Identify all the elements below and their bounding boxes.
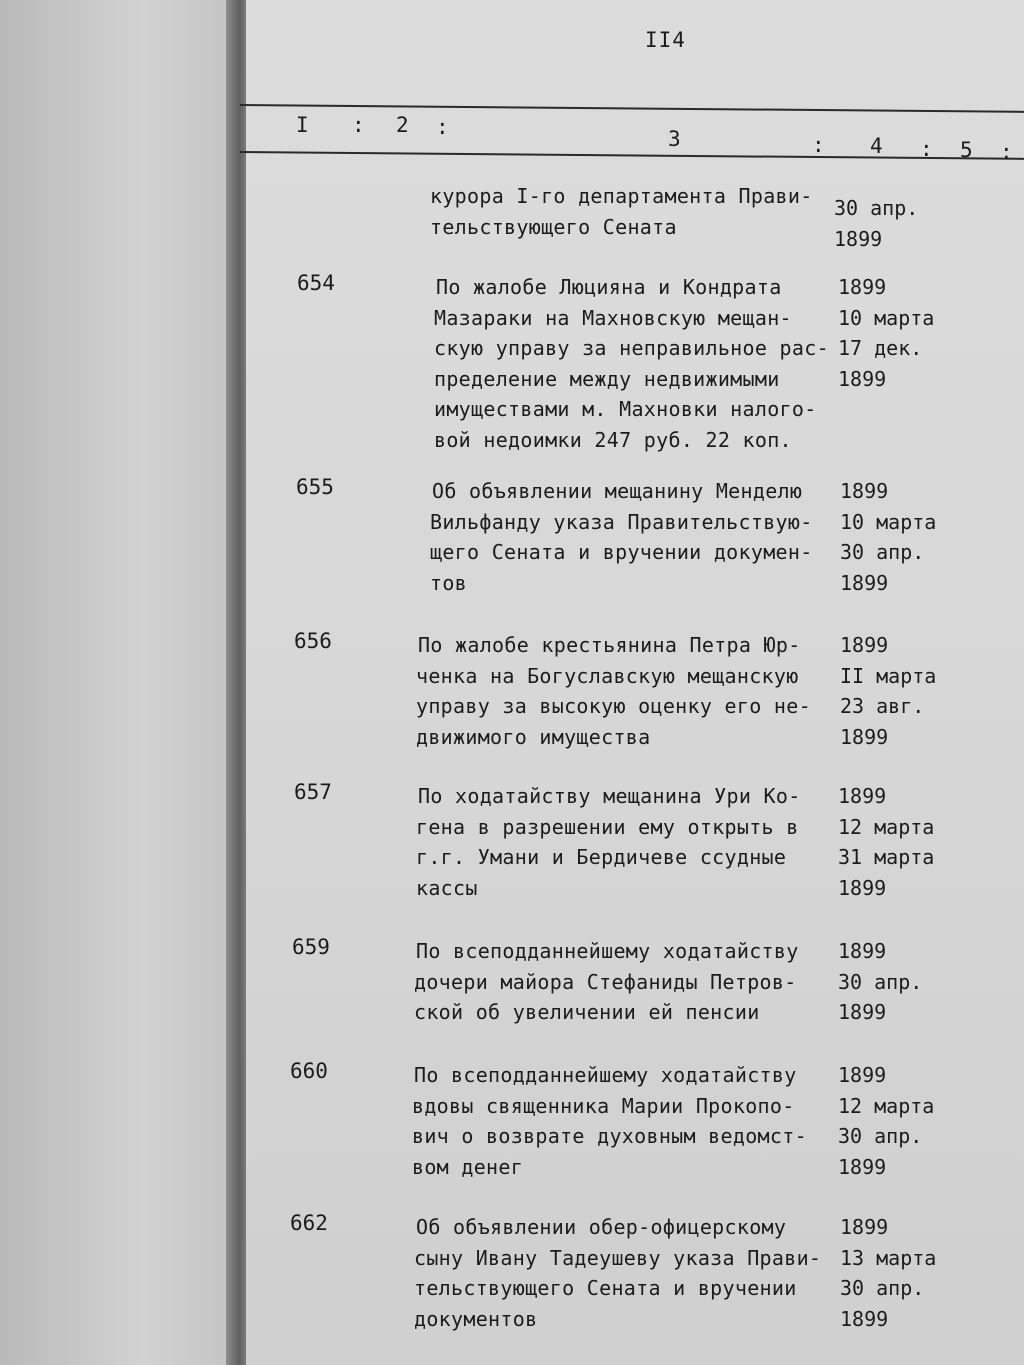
entry-date: 1899 (838, 784, 887, 808)
entry-date: 1899 (838, 1063, 887, 1087)
entry-date: 1899 (838, 275, 887, 299)
continuation-text-line: тельствующего Сената (430, 214, 677, 239)
entry-date: 1899 (838, 939, 887, 963)
entry-date: 30 апр. (838, 969, 923, 994)
entry-text-line: Об объявлении обер-офицерскому (416, 1215, 787, 1239)
entry-text-line: вич о возврате духовным ведомст- (412, 1124, 807, 1148)
entry-text-line: Вильфанду указа Правительствую- (430, 509, 813, 534)
continuation-date: 30 апр. (834, 196, 919, 220)
entry-text-line: тов (430, 570, 468, 595)
entry-number: 656 (294, 629, 332, 653)
entry-number: 659 (292, 935, 330, 959)
entry-text-line: вом денег (412, 1154, 524, 1179)
column-separator: : (1000, 140, 1013, 164)
entry-date: 1899 (838, 366, 887, 391)
entry-date: 1899 (840, 633, 889, 657)
entry-date: 1899 (840, 1215, 889, 1239)
entry-number: 655 (296, 475, 334, 499)
entry-date: 1899 (838, 875, 887, 900)
entry-text-line: г.г. Умани и Бердичеве ссудные (416, 845, 787, 869)
column-header-5: 5 (960, 138, 973, 162)
entry-text-line: ской об увеличении ей пенсии (414, 1000, 760, 1024)
entry-text-line: документов (414, 1306, 538, 1331)
column-header-3: 3 (668, 127, 681, 151)
entry-date: 1899 (840, 724, 889, 749)
entry-text-line: ченка на Богуславскую мещанскую (416, 663, 799, 688)
column-header-4: 4 (870, 134, 883, 158)
entry-date: 17 дек. (838, 336, 923, 360)
entry-text-line: пределение между недвижимыми (434, 366, 780, 391)
entry-text-line: щего Сената и вручении докумен- (430, 540, 813, 564)
entry-text-line: движимого имущества (416, 724, 651, 749)
entry-number: 654 (297, 271, 335, 295)
continuation-text-line: курора I-го департамента Прави- (430, 184, 813, 208)
entry-date: 1899 (840, 479, 889, 503)
entry-date: 30 апр. (838, 1124, 923, 1148)
entry-date: 12 марта (838, 814, 935, 839)
entry-date: 1899 (838, 1000, 887, 1024)
entry-text-line: дочери майора Стефаниды Петров- (414, 969, 797, 994)
entry-text-line: имуществами м. Махновки налого- (434, 397, 817, 421)
left-page (0, 0, 236, 1365)
entry-date: 13 марта (840, 1245, 937, 1270)
continuation-date: 1899 (834, 226, 883, 251)
entry-text-line: По всеподданнейшему ходатайству (416, 939, 799, 963)
entry-text-line: скую управу за неправильное рас- (434, 336, 829, 360)
entry-text-line: вой недоимки 247 руб. 22 коп. (434, 427, 792, 452)
entry-date: 30 апр. (840, 1276, 925, 1300)
page-number: II4 (645, 28, 686, 52)
column-header-2: 2 (396, 113, 409, 137)
entry-text-line: вдовы священника Марии Прокопо- (412, 1093, 795, 1118)
entry-number: 662 (290, 1211, 328, 1235)
entry-text-line: сыну Ивану Тадеушеву указа Прави- (414, 1245, 822, 1270)
entry-date: 10 марта (840, 509, 937, 534)
column-separator: : (812, 133, 825, 157)
entry-date: 1899 (840, 570, 889, 595)
entry-number: 657 (294, 780, 332, 804)
entry-text-line: По ходатайству мещанина Ури Ко- (418, 784, 801, 808)
column-separator: : (352, 113, 365, 137)
entry-date: II марта (840, 663, 937, 688)
entry-text-line: Мазараки на Махновскую мещан- (434, 305, 792, 330)
entry-date: 12 марта (838, 1093, 935, 1118)
entry-text-line: Об объявлении мещанину Менделю (432, 479, 803, 503)
entry-number: 660 (290, 1059, 328, 1083)
entry-text-line: По жалобе Люцияна и Кондрата (436, 275, 782, 299)
entry-text-line: кассы (416, 875, 478, 900)
entry-date: 30 апр. (840, 540, 925, 564)
entry-date: 31 марта (838, 845, 935, 869)
column-separator: : (436, 115, 449, 139)
entry-date: 10 марта (838, 305, 935, 330)
entry-date: 23 авг. (840, 694, 925, 718)
entry-text-line: управу за высокую оценку его не- (416, 694, 811, 718)
entry-text-line: По всеподданнейшему ходатайству (414, 1063, 797, 1087)
entry-date: 1899 (840, 1306, 889, 1331)
entry-text-line: гена в разрешении ему открыть в (416, 814, 799, 839)
entry-text-line: тельствующего Сената и вручении (414, 1276, 797, 1300)
column-header-1: I (296, 113, 309, 137)
entry-text-line: По жалобе крестьянина Петра Юр- (418, 633, 801, 657)
entry-date: 1899 (838, 1154, 887, 1179)
column-separator: : (920, 137, 933, 161)
